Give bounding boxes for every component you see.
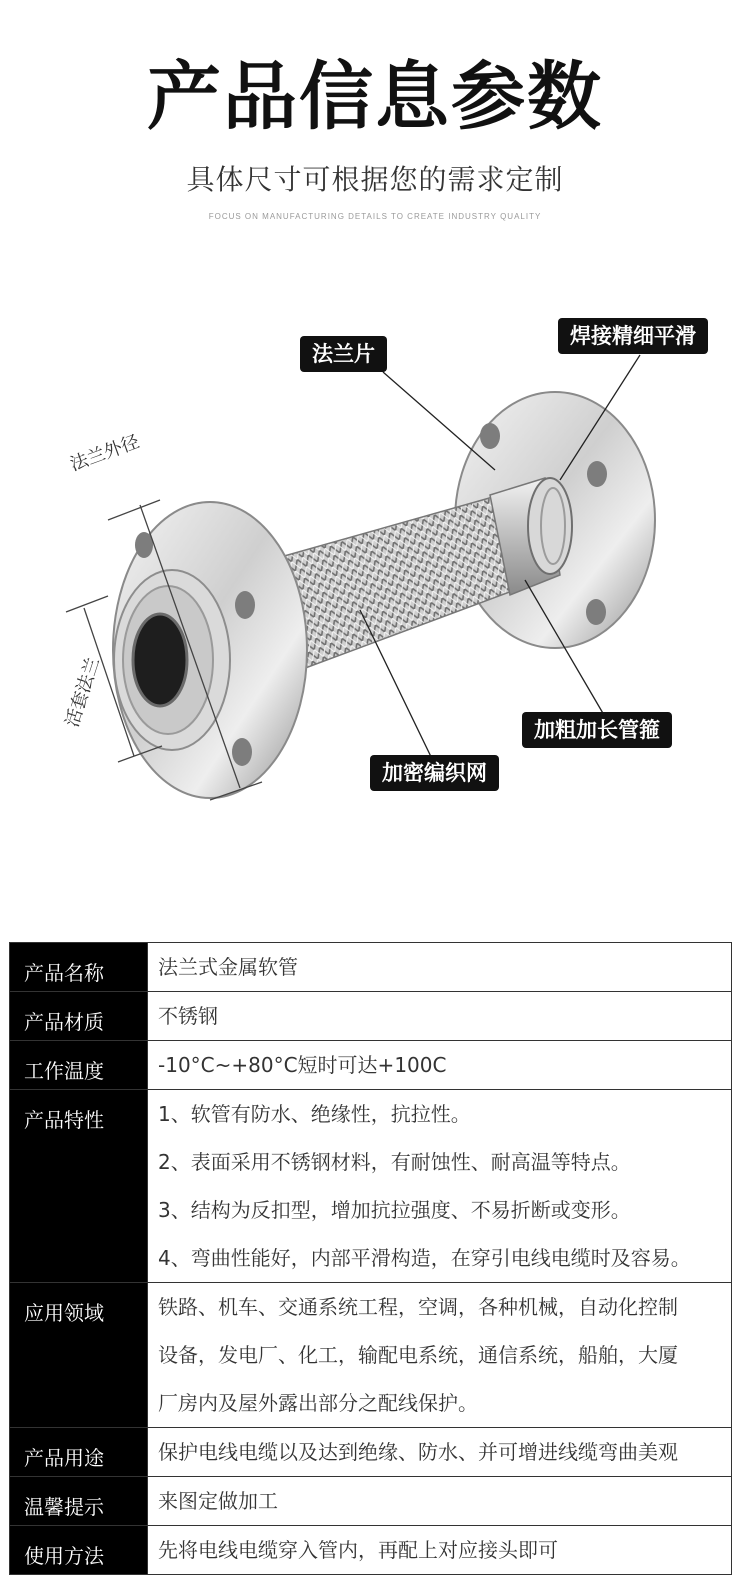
spec-label: 温馨提示 [10, 1477, 148, 1526]
dim-label-sleeve-flange: 活套法兰 [61, 654, 105, 730]
spec-row-features [10, 1090, 732, 1283]
spec-value: -10°C~+80°C短时可达+100C [148, 1041, 732, 1090]
spec-value: 先将电线电缆穿入管内，再配上对应接头即可 [148, 1526, 732, 1575]
page-title: 产品信息参数 [147, 54, 603, 140]
dim-label-flange-outer-diameter: 法兰外径 [67, 431, 143, 476]
spec-label: 使用方法 [10, 1526, 148, 1575]
spec-table [9, 942, 732, 1575]
callout-mesh: 加密编织网 [370, 755, 499, 791]
spec-value: 法兰式金属软管 [148, 943, 732, 992]
spec-row-material [10, 992, 732, 1041]
page-subtitle: 具体尺寸可根据您的需求定制 [186, 163, 564, 196]
spec-row-usage [10, 1428, 732, 1477]
spec-row-tips [10, 1477, 732, 1526]
spec-label: 产品材质 [10, 992, 148, 1041]
tagline: FOCUS ON MANUFACTURING DETAILS TO CREATE INDUSTRY QUALITY [208, 212, 542, 221]
callout-clamp: 加粗加长管箍 [522, 712, 672, 748]
spec-row-application [10, 1283, 732, 1428]
spec-value: 来图定做加工 [148, 1477, 732, 1526]
callout-weld: 焊接精细平滑 [558, 318, 708, 354]
spec-value: 不锈钢 [148, 992, 732, 1041]
spec-label: 应用领域 [10, 1283, 148, 1428]
spec-value: 铁路、机车、交通系统工程，空调，各种机械，自动化控制 设备，发电厂、化工，输配电系统，通信系统，船舶，大厦 厂房内及屋外露出部分之配线保护。 [148, 1283, 732, 1428]
spec-label: 工作温度 [10, 1041, 148, 1090]
spec-value: 保护电线电缆以及达到绝缘、防水、并可增进线缆弯曲美观 [148, 1428, 732, 1477]
spec-row-method [10, 1526, 732, 1575]
spec-row-temperature [10, 1041, 732, 1090]
callout-flange-plate: 法兰片 [300, 336, 387, 372]
spec-label: 产品名称 [10, 943, 148, 992]
spec-row-name [10, 943, 732, 992]
spec-label: 产品特性 [10, 1090, 148, 1283]
spec-label: 产品用途 [10, 1428, 148, 1477]
spec-value: 1、软管有防水、绝缘性，抗拉性。 2、表面采用不锈钢材料，有耐蚀性、耐高温等特点。 3、结构为反扣型，增加抗拉强度、不易折断或变形。 4、弯曲性能好，内部平滑构造，在穿引电线电缆时及容易。 [148, 1090, 732, 1283]
